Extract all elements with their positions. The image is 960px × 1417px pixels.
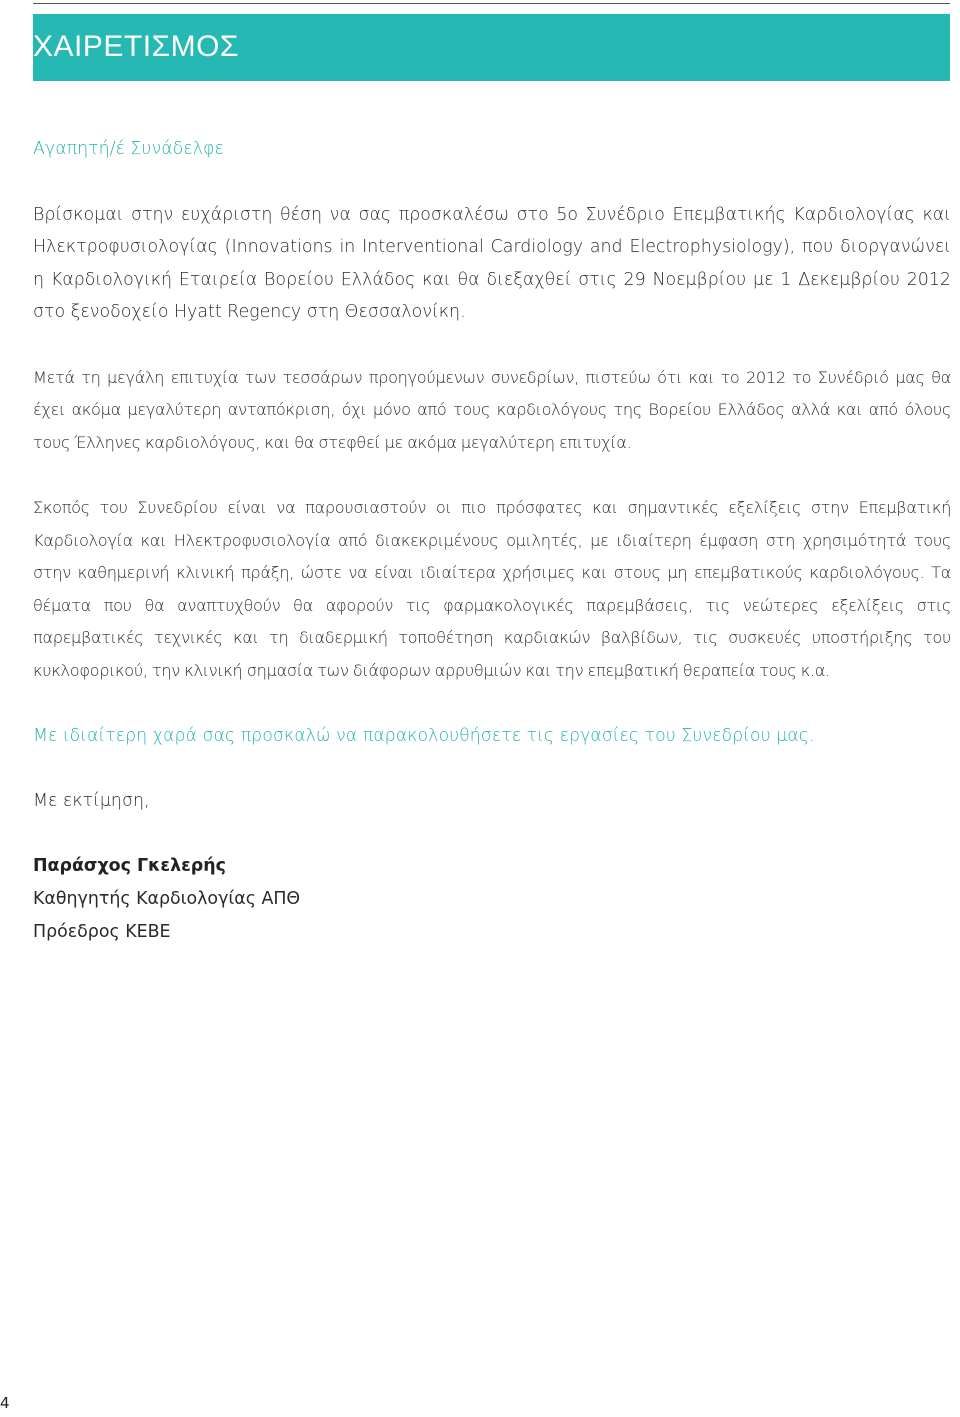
paragraph-gap xyxy=(33,459,951,492)
salutation: Αγαπητή/έ Συνάδελφε xyxy=(33,139,224,159)
paragraph-purpose: Σκοπός του Συνεδρίου είναι να παρουσιαστούν οι πιο πρόσφατες και σημαντικές εξελίξεις στην Επεμβατική Καρδιολογία και Ηλεκτροφυσιολογία από διακεκριμένους ομιλητές, με ιδιαίτερη έμφαση στη χρησιμότητά τους στην καθημερινή κλινική πράξη, ώστε να είναι ιδιαίτερα χρήσιμες και στους μη επεμβατικούς καρδιολόγους. Τα θέματα που θα αναπτυχθούν θα αφορούν τις φαρμακολογικές παρεμβάσεις, τις νεώτερες εξελίξεις στις παρεμβατικές τεχνικές και τη διαδερμική τοποθέτηση καρδιακών βαλβίδων, τις συσκευές υποστήριξης του κυκλοφορικού, την κλινική σημασία των διάφορων αρρυθμιών και την επεμβατική θεραπεία τους κ.α. xyxy=(33,497,951,680)
signature-role: Πρόεδρος ΚΕΒΕ xyxy=(33,921,171,942)
letter-body xyxy=(33,133,951,948)
page-number: 4 xyxy=(0,1394,10,1412)
signature-name: Παράσχος Γκελερής xyxy=(33,856,226,877)
paragraph-gap xyxy=(33,818,951,851)
invitation-line: Με ιδιαίτερη χαρά σας προσκαλώ να παρακολουθήσετε τις εργασίες του Συνεδρίου μας. xyxy=(33,726,815,747)
title-banner xyxy=(33,14,950,81)
paragraph-gap xyxy=(33,329,951,362)
paragraph-success: Μετά τη μεγάλη επιτυχία των τεσσάρων προηγούμενων συνεδρίων, πιστεύω ότι και το 2012 το Συνέδριό μας θα έχει ακόμα μεγαλύτερη ανταπόκριση, όχι μόνο από τους καρδιολόγους της Βορείου Ελλάδος αλλά και από όλους τους Έλληνες καρδιολόγους, και θα στεφθεί με ακόμα μεγαλύτερη επιτυχία. xyxy=(33,367,951,452)
paragraph-gap xyxy=(33,688,951,721)
paragraph-gap xyxy=(33,753,951,786)
top-rule xyxy=(33,3,950,4)
page-title: ΧΑΙΡΕΤΙΣΜΟΣ xyxy=(33,30,239,63)
closing-line: Με εκτίμηση, xyxy=(33,791,150,812)
paragraph-intro: Βρίσκομαι στην ευχάριστη θέση να σας προσκαλέσω στο 5ο Συνέδριο Επεμβατικής Καρδιολογίας και Ηλεκτροφυσιολογίας (Innovations in Interventional Cardiology and Electrophysiology), που διοργανώνει η Καρδιολογική Εταιρεία Βορείου Ελλάδος και θα διεξαχθεί στις 29 Νοεμβρίου με 1 Δεκεμβρίου 2012 στο ξενοδοχείο Hyatt Regency στη Θεσσαλονίκη. xyxy=(33,204,951,323)
signature-title: Καθηγητής Καρδιολογίας ΑΠΘ xyxy=(33,889,301,910)
